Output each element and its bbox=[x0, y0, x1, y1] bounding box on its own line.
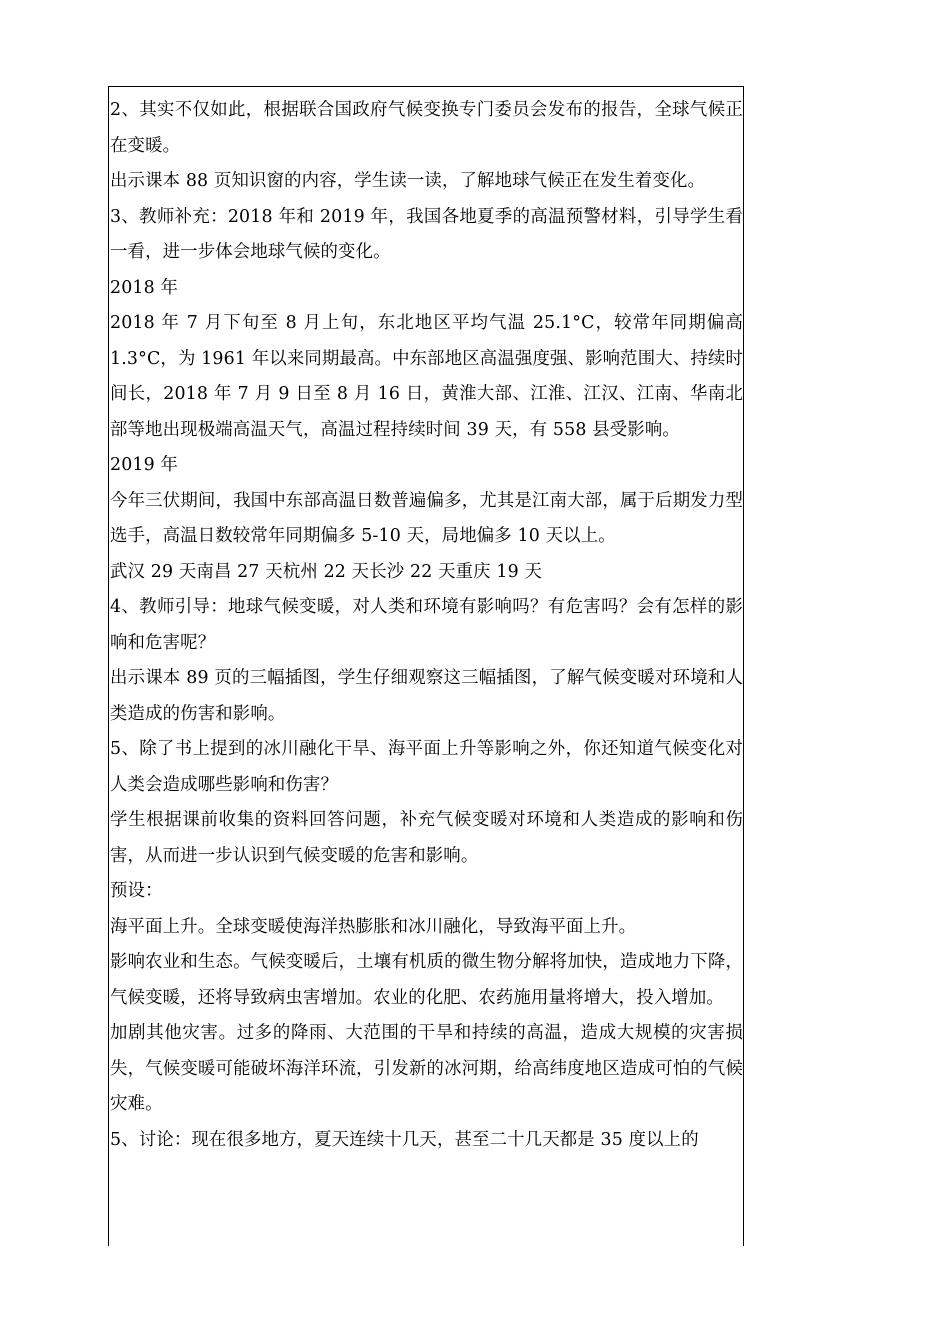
paragraph: 出示课本 89 页的三幅插图，学生仔细观察这三幅插图，了解气候变暖对环境和人类造成的伤害和影响。 bbox=[110, 668, 743, 724]
lesson-table-cell bbox=[108, 86, 744, 1246]
paragraph: 2018 年 7 月下旬至 8 月上旬，东北地区平均气温 25.1°C，较常年同期偏高 1.3°C，为 1961 年以来同期最高。中东部地区高温强度强、影响范围大、持续时间长，2018 年 7 月 9 日至 8 月 16 日，黄淮大部、江淮、江汉、江南、华南北部等地出现极端高温天气，高温过程持续时间 39 天，有 558 县受影响。 bbox=[110, 313, 743, 440]
paragraph: 学生根据课前收集的资料回答问题，补充气候变暖对环境和人类造成的影响和伤害，从而进一步认识到气候变暖的危害和影响。 bbox=[110, 810, 743, 866]
paragraph-city-list: 武汉 29 天南昌 27 天杭州 22 天长沙 22 天重庆 19 天 bbox=[110, 561, 543, 582]
paragraph-year-heading: 2019 年 bbox=[110, 455, 179, 475]
paragraph: 5、除了书上提到的冰川融化干旱、海平面上升等影响之外，你还知道气候变化对人类会造成哪些影响和伤害？ bbox=[110, 739, 743, 795]
paragraph: 3、教师补充：2018 年和 2019 年，我国各地夏季的高温预警材料，引导学生看一看，进一步体会地球气候的变化。 bbox=[110, 206, 743, 262]
paragraph: 4、教师引导：地球气候变暖，对人类和环境有影响吗？有危害吗？会有怎样的影响和危害呢？ bbox=[110, 597, 743, 653]
paragraph: 5、讨论：现在很多地方，夏天连续十几天，甚至二十几天都是 35 度以上的 bbox=[110, 1129, 699, 1150]
paragraph-preset-label: 预设： bbox=[110, 881, 163, 901]
paragraph: 今年三伏期间，我国中东部高温日数普遍偏多，尤其是江南大部，属于后期发力型选手，高温日数较常年同期偏多 5-10 天，局地偏多 10 天以上。 bbox=[110, 490, 743, 546]
paragraph: 2、其实不仅如此，根据联合国政府气候变换专门委员会发布的报告，全球气候正在变暖。 bbox=[110, 100, 743, 156]
paragraph: 出示课本 88 页知识窗的内容，学生读一读，了解地球气候正在发生着变化。 bbox=[110, 171, 706, 191]
paragraph: 加剧其他灾害。过多的降雨、大范围的干旱和持续的高温，造成大规模的灾害损失，气候变暖可能破坏海洋环流，引发新的冰河期，给高纬度地区造成可怕的气候灾难。 bbox=[110, 1023, 743, 1114]
paragraph-year-heading: 2018 年 bbox=[110, 277, 179, 298]
paragraph: 海平面上升。全球变暖使海洋热膨胀和冰川融化，导致海平面上升。 bbox=[110, 916, 637, 937]
paragraph: 影响农业和生态。气候变暖后，土壤有机质的微生物分解将加快，造成地力下降，气候变暖，还将导致病虫害增加。农业的化肥、农药施用量将增大，投入增加。 bbox=[110, 952, 743, 1008]
